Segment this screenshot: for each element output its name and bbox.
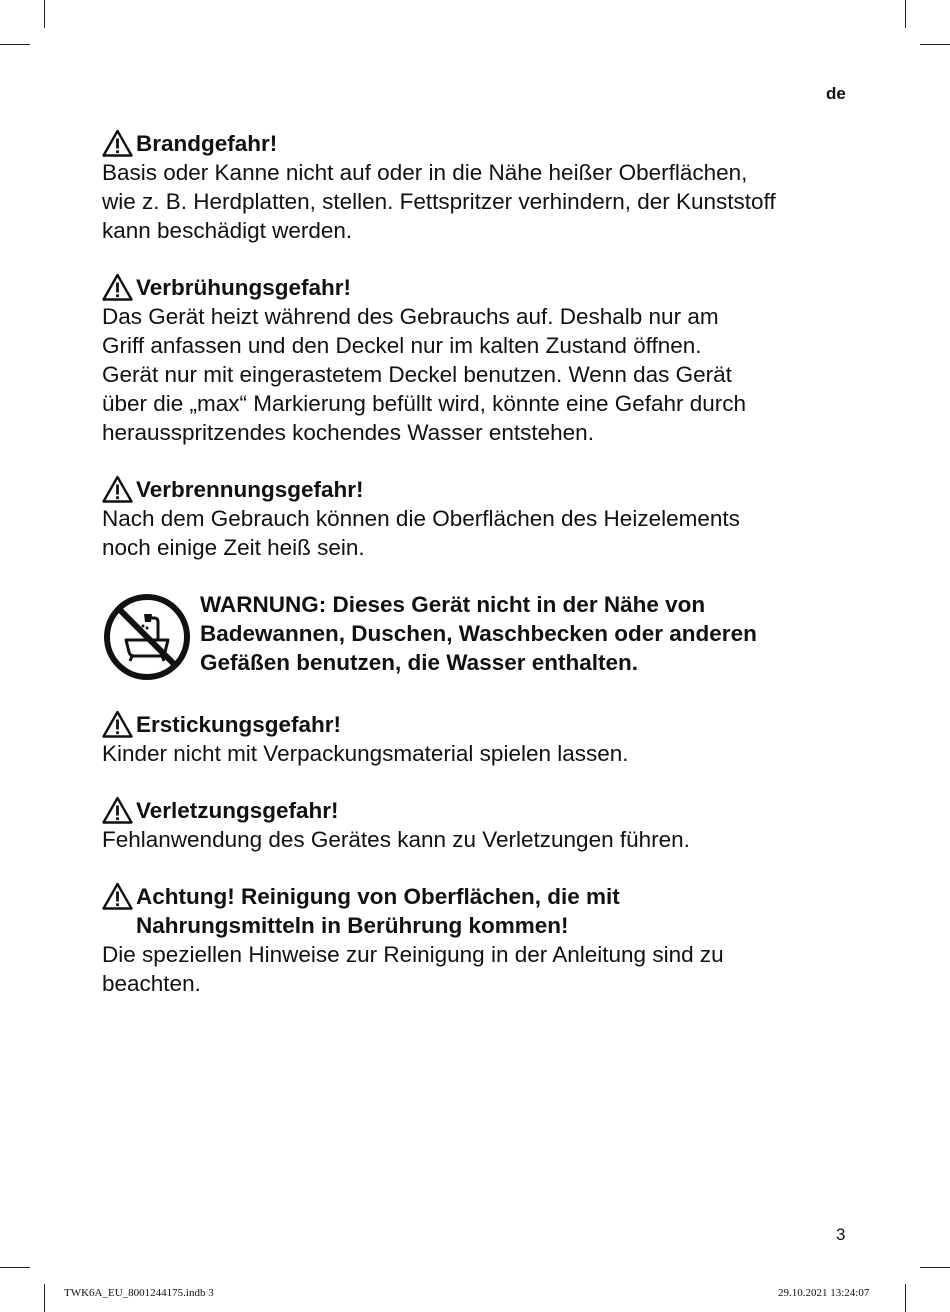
section-heading: [102, 129, 862, 158]
section-heading-text: Achtung! Reinigung von Oberflächen, die mit Nahrungsmitteln in Berührung kommen!: [136, 884, 620, 938]
no-bathtub-icon: [102, 592, 192, 682]
crop-mark: [0, 1267, 30, 1268]
section-heading-text: Verletzungsgefahr!: [136, 798, 339, 823]
crop-mark: [0, 44, 30, 45]
warning-triangle-icon: [102, 882, 133, 911]
section-body: Nach dem Gebrauch können die Oberflächen des Heizelements noch einige Zeit heiß sein.: [102, 506, 740, 560]
section-heading: [102, 882, 862, 940]
language-tag: de: [826, 84, 846, 103]
section-heading-text: Verbrühungsgefahr!: [136, 275, 352, 300]
safety-section: [102, 710, 862, 768]
water-warning: [102, 590, 862, 682]
safety-section: [102, 129, 862, 245]
crop-mark: [44, 1284, 45, 1312]
section-body: Fehlanwendung des Gerätes kann zu Verletzungen führen.: [102, 827, 690, 852]
crop-mark: [905, 1284, 906, 1312]
safety-section: [102, 273, 862, 447]
warning-triangle-icon: [102, 273, 133, 302]
section-heading-text: Brandgefahr!: [136, 131, 278, 156]
section-heading: [102, 475, 862, 504]
page-number: 3: [836, 1225, 846, 1244]
crop-mark: [920, 1267, 950, 1268]
warning-triangle-icon: [102, 129, 133, 158]
section-body: Die speziellen Hinweise zur Reinigung in der Anleitung sind zu beachten.: [102, 942, 724, 996]
section-heading: [102, 710, 862, 739]
footer-file-name: TWK6A_EU_8001244175.indb 3: [64, 1287, 214, 1299]
section-heading: [102, 796, 862, 825]
crop-mark: [44, 0, 45, 28]
warning-triangle-icon: [102, 475, 133, 504]
safety-section: [102, 882, 862, 998]
footer-timestamp: 29.10.2021 13:24:07: [778, 1287, 870, 1299]
section-body: Basis oder Kanne nicht auf oder in die Nähe heißer Oberflächen, wie z. B. Herdplatten, stellen. Fettspritzer verhindern, der Kunststoff kann beschädigt werden.: [102, 160, 776, 243]
warning-triangle-icon: [102, 796, 133, 825]
crop-mark: [905, 0, 906, 28]
safety-section: [102, 796, 862, 854]
section-heading: [102, 273, 862, 302]
section-heading-text: Erstickungsgefahr!: [136, 712, 342, 737]
section-heading-text: Verbrennungsgefahr!: [136, 477, 364, 502]
section-body: Kinder nicht mit Verpackungsmaterial spielen lassen.: [102, 741, 629, 766]
safety-section: [102, 475, 862, 562]
page-content: [102, 129, 862, 1026]
section-body: Das Gerät heizt während des Gebrauchs auf. Deshalb nur am Griff anfassen und den Deckel nur im kalten Zustand öffnen. Gerät nur mit eingerastetem Deckel benutzen. Wenn das Gerät über die „max“ Markierung befüllt wird, könnte eine Gefahr durch herausspritzendes kochendes Wasser entstehen.: [102, 304, 747, 445]
warning-triangle-icon: [102, 710, 133, 739]
water-warning-text: WARNUNG: Dieses Gerät nicht in der Nähe von Badewannen, Duschen, Waschbecken oder anderen Gefäßen benutzen, die Wasser enthalten.: [200, 592, 757, 675]
crop-mark: [920, 44, 950, 45]
